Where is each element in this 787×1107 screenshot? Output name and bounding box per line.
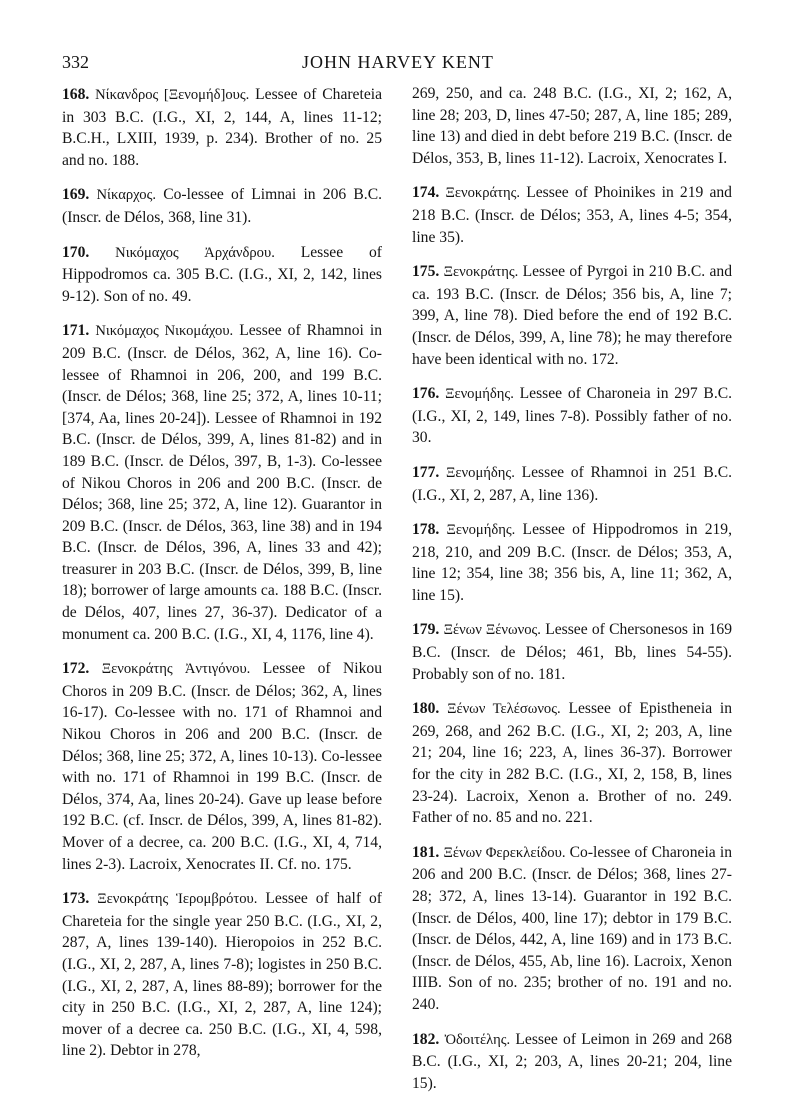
entry-text: Lessee of Chareteia in 303 B.C. (I.G., XI, 2, 144, A, lines 11-12; B.C.H., LXIII, 1939, p. 234). Brother of no. 25 and no. 188. [62,86,382,169]
entry-173-continued [412,83,732,169]
entry-181 [412,842,732,1016]
entry-number: 181. [412,843,440,861]
entry-name: Νικόμαχος Νικομάχου. [95,323,234,340]
entry-name: Νικόμαχος Ἀρχάνδρου. [115,244,275,261]
entry-text: Lessee of Rhamnoi in 251 B.C. (I.G., XI, 2, 287, A, line 136). [412,463,733,504]
entry-175 [412,261,732,370]
entry-text: Lessee of Hippodromos ca. 305 B.C. (I.G., XI, 2, 142, lines 9-12). Son of no. 49. [62,243,382,305]
entry-name: Ξένων Φερεκλείδου. [443,844,566,861]
entry-name: Ξενομήδης. [446,522,516,539]
entry-name: Ξενοκράτης Ἀντιγόνου. [101,661,251,678]
entry-172 [62,658,382,875]
entry-173 [62,888,382,1062]
entry-176 [412,383,732,449]
entry-number: 182. [412,1030,440,1048]
entry-text: Co-lessee of Limnai in 206 B.C. (Inscr. de Délos, 368, line 31). [62,186,382,226]
running-title: JOHN HARVEY KENT [302,52,494,72]
right-column [412,84,732,1107]
entry-text: Lessee of Hippodromos in 219, 218, 210, and 209 B.C. (Inscr. de Délos; 353, A, line 12; 354, line 38; 356 bis, A, line 11; 362, A, line 15). [412,521,732,604]
entry-number: 173. [62,890,90,908]
entry-name: Ξένων Τελέσωνος. [447,701,561,718]
entry-text: Lessee of Rhamnoi in 209 B.C. (Inscr. de Délos, 362, A, line 16). Co-lessee of Rhamnoi in 206, 200, and 199 B.C. (Inscr. de Délos; 368, line 25; 372, A, lines 10-11; [374, Aa, lines 20-24]). Lessee of Rhamnoi in 192 B.C. (Inscr. de Délos, 399, A, lines 81-82) and in 189 B.C. (Inscr. de Délos, 397, B, 1-3). Co-lessee of Nikou Choros in 206 and 200 B.C. (Inscr. de Délos; 368, line 25; 372, A, line 12). Guarantor in 209 B.C. (Inscr. de Délos, 363, line 38) and in 194 B.C. (Inscr. de Délos, 396, A, lines 33 and 42); treasurer in 203 B.C. (Inscr. de Délos, 399, B, line 18); borrower of large amounts ca. 188 B.C. (Inscr. de Délos, 407, lines 27, 36-37). Dedicator of a monument ca. 200 B.C. (I.G., XI, 4, 1176, line 4). [62,322,383,643]
entry-number: 180. [412,700,440,718]
entry-number: 168. [62,86,90,103]
entry-text: Lessee of Pyrgoi in 210 B.C. and ca. 193 B.C. (Inscr. de Délos; 356 bis, A, line 7; 399, A, line 78). Died before the end of 192 B.C. (Inscr. de Délos, 399, A, line 78); he may therefore have been identical with no. 172. [412,263,732,368]
entry-name: Νίκαρχος. [96,187,157,204]
entry-171 [62,320,382,645]
entry-name: Νίκανδρος [Ξενομήδ]ους. [95,87,250,103]
entry-name: Ξένων Ξένωνος. [443,622,541,639]
entry-number: 176. [412,385,440,403]
entry-text: Lessee of Chersonesos in 169 B.C. (Inscr. de Délos; 461, Bb, lines 54-55). Probably son of no. 181. [412,621,732,683]
entry-number: 170. [62,243,90,261]
left-column [62,84,382,1075]
entry-name: Ξενομήδης. [446,464,515,481]
entry-text: Co-lessee of Charoneia in 206 and 200 B.C. (Inscr. de Délos; 368, lines 27-28; 372, A, lines 13-14). Guarantor in 192 B.C. (Inscr. de Délos, 400, line 17); debtor in 179 B.C. (Inscr. de Délos, 442, A, line 169) and in 173 B.C. (Inscr. de Délos, 455, Ab, line 16). Lacroix, Xenon IIIB. Son of no. 235; brother of no. 191 and no. 240. [412,843,733,1013]
entry-text: Lessee of Nikou Choros in 209 B.C. (Inscr. de Délos; 362, A, lines 16-17). Co-lessee with no. 171 of Rhamnoi and Nikou Choros in 206 and 200 B.C. (Inscr. de Délos; 368, line 25; 372, A, lines 10-13). Co-lessee with no. 171 of Rhamnoi in 199 B.C. (Inscr. de Délos, 374, Aa, lines 20-24). Gave up lease before 192 B.C. (cf. Inscr. de Délos, 399, A, lines 81-82). Mover of a decree, ca. 200 B.C. (I.G., XI, 4, 714, lines 2-3). Lacroix, Xenocrates II. Cf. no. 175. [62,660,383,873]
entry-180 [412,698,732,829]
entry-number: 172. [62,660,90,678]
entry-170 [62,242,382,308]
entry-168 [62,84,382,171]
entry-169 [62,184,382,228]
entry-text: Lessee of Phoinikes in 219 and 218 B.C. (Inscr. de Délos; 353, A, lines 4-5; 354, line 35). [412,184,732,246]
entry-174 [412,182,732,248]
entry-182 [412,1029,732,1095]
entry-name: Ξενοκράτης Ἱερομβρότου. [97,891,258,908]
entry-text: Lessee of Leimon in 269 and 268 B.C. (I.G., XI, 2; 203, A, lines 20-21; 204, line 15). [412,1030,732,1092]
entry-text: Lessee of Charoneia in 297 B.C. (I.G., XI, 2, 149, lines 7-8). Possibly father of no. 30. [412,385,733,447]
entry-name: Ξενοκράτης. [443,264,519,281]
entry-178 [412,519,732,606]
entry-number: 177. [412,463,440,481]
page-header [62,52,734,76]
entry-name: Ξενοκράτης. [445,185,521,202]
entry-number: 174. [412,184,440,202]
entry-text: Lessee of Epistheneia in 269, 268, and 262 B.C. (I.G., XI, 2; 203, A, line 21; 204, line 16; 223, A, lines 36-37). Borrower for the city in 282 B.C. (I.G., XI, 2, 158, B, lines 23-24). Lacroix, Xenon a. Brother of no. 249. Father of no. 85 and no. 221. [412,700,732,827]
entry-name: Ὀδοιτέλης. [444,1031,511,1048]
entry-text: Lessee of half of Chareteia for the single year 250 B.C. (I.G., XI, 2, 287, A, lines 139-140). Hieropoios in 252 B.C. (I.G., XI, 2, 287, A, lines 7-8); logistes in 250 B.C. (I.G., XI, 2, 287, A, lines 88-89); borrower for the city in 250 B.C. (I.G., XI, 2, 287, A, line 124); mover of a decree ca. 250 B.C. (I.G., XI, 4, 598, line 2). Debtor in 278, [62,890,382,1060]
entry-name: Ξενομήδης. [445,386,514,403]
entry-number: 179. [412,621,440,639]
entry-number: 178. [412,521,440,539]
entry-177 [412,462,732,506]
entry-text: 269, 250, and ca. 248 B.C. (I.G., XI, 2; 162, A, line 28; 203, D, lines 47-50; 287, A, line 185; 289, line 13) and died in debt before 219 B.C. (Inscr. de Délos, 353, B, lines 11-12). Lacroix, Xenocrates I. [412,85,732,167]
entry-number: 169. [62,186,90,204]
entry-179 [412,619,732,685]
entry-number: 171. [62,322,90,340]
page-number: 332 [62,52,89,72]
entry-number: 175. [412,263,440,281]
